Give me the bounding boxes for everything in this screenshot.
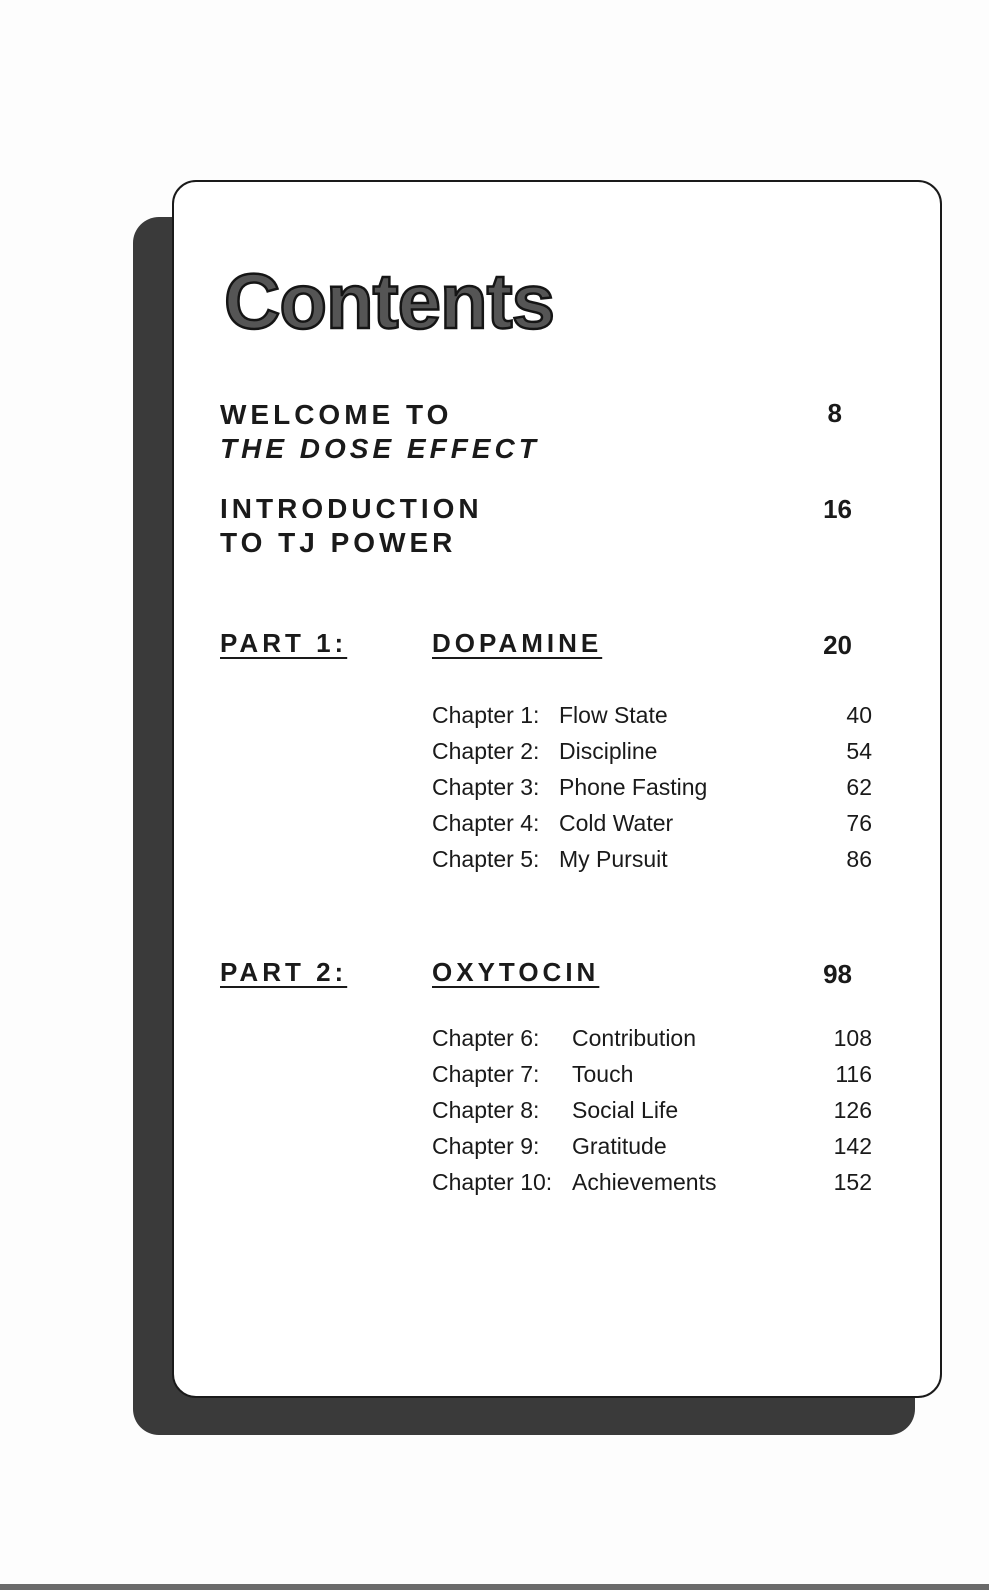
part-name: OXYTOCIN	[432, 957, 600, 987]
front-matter-page: 16	[823, 494, 852, 524]
chapter-label: Chapter 8:	[432, 1097, 540, 1123]
chapter-title: My Pursuit	[559, 846, 668, 872]
chapter-row	[432, 805, 872, 841]
chapter-title: Phone Fasting	[559, 774, 708, 800]
chapter-list	[432, 1020, 872, 1200]
front-matter-line2: TO TJ POWER	[220, 527, 457, 558]
chapter-page: 86	[846, 846, 872, 872]
chapter-label: Chapter 6:	[432, 1025, 540, 1051]
chapter-label: Chapter 4:	[432, 810, 540, 836]
chapter-row	[432, 1020, 872, 1056]
chapter-label: Chapter 9:	[432, 1133, 540, 1159]
chapter-label: Chapter 10:	[432, 1169, 553, 1195]
front-matter-line1: INTRODUCTION	[220, 493, 483, 524]
chapter-row	[432, 1128, 872, 1164]
front-matter-page: 8	[827, 398, 842, 428]
chapter-page: 142	[833, 1133, 872, 1159]
chapter-row	[432, 841, 872, 877]
chapter-label: Chapter 7:	[432, 1061, 540, 1087]
chapter-title: Flow State	[559, 702, 668, 728]
chapter-list	[432, 697, 872, 877]
chapter-row	[432, 769, 872, 805]
chapter-page: 116	[835, 1061, 872, 1087]
chapter-row	[432, 1164, 872, 1200]
part-label: PART 2:	[220, 957, 348, 987]
chapter-page: 76	[846, 810, 872, 836]
part-name: DOPAMINE	[432, 628, 603, 658]
chapter-page: 62	[846, 774, 872, 800]
chapter-row	[432, 733, 872, 769]
chapter-title: Gratitude	[572, 1133, 667, 1159]
front-matter-line2: THE DOSE EFFECT	[220, 433, 540, 464]
chapter-title: Achievements	[572, 1169, 717, 1195]
chapter-title: Touch	[572, 1061, 634, 1087]
chapter-label: Chapter 3:	[432, 774, 540, 800]
chapter-page: 126	[833, 1097, 872, 1123]
page-title: Contents	[224, 257, 554, 345]
part-page: 20	[823, 630, 852, 660]
chapter-page: 108	[833, 1025, 872, 1051]
chapter-label: Chapter 5:	[432, 846, 540, 872]
front-matter-line1: WELCOME TO	[220, 399, 453, 430]
chapter-row	[432, 697, 872, 733]
chapter-row	[432, 1092, 872, 1128]
chapter-row	[432, 1056, 872, 1092]
front-matter-introduction	[220, 492, 483, 560]
chapter-title: Cold Water	[559, 810, 674, 836]
chapter-page: 40	[846, 702, 872, 728]
part-label: PART 1:	[220, 628, 348, 658]
page-edge	[0, 1584, 989, 1590]
chapter-label: Chapter 2:	[432, 738, 540, 764]
chapter-page: 152	[833, 1169, 872, 1195]
chapter-label: Chapter 1:	[432, 702, 540, 728]
part-page: 98	[823, 959, 852, 989]
chapter-title: Contribution	[572, 1025, 697, 1051]
chapter-title: Discipline	[559, 738, 658, 764]
chapter-page: 54	[846, 738, 872, 764]
front-matter-welcome	[220, 398, 540, 466]
chapter-title: Social Life	[572, 1097, 679, 1123]
